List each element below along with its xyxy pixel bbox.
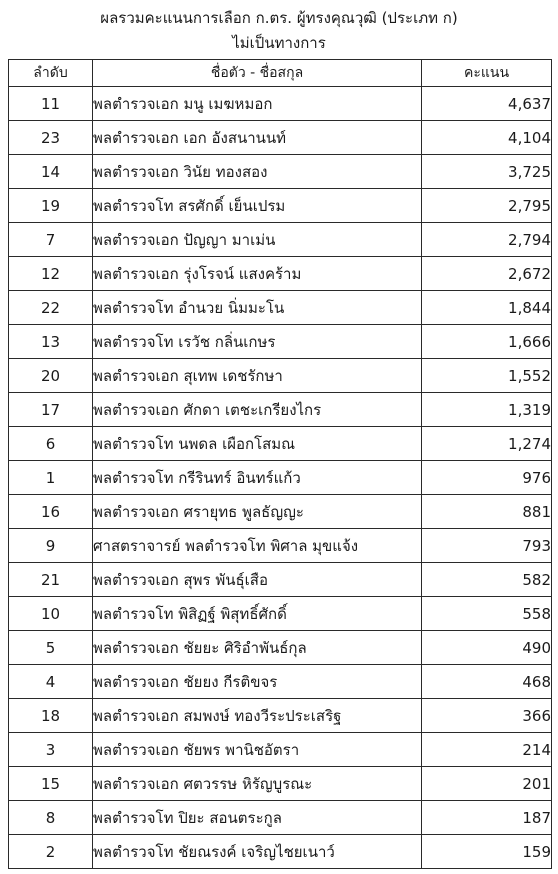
order-number-cell: 3 [9,733,93,767]
table-row [9,427,552,461]
table-row [9,563,552,597]
candidate-name-cell: พลตำรวจเอก สุพร พันธุ์เสือ [93,563,422,597]
candidate-name-cell: พลตำรวจเอก ชัยพร พานิชอัตรา [93,733,422,767]
candidate-name-cell: พลตำรวจโท กรีรินทร์ อินทร์แก้ว [93,461,422,495]
candidate-name-cell: พลตำรวจเอก ปัญญา มาเม่น [93,223,422,257]
table-row [9,461,552,495]
candidate-name-cell: พลตำรวจเอก ศักดา เตชะเกรียงไกร [93,393,422,427]
order-number-cell: 10 [9,597,93,631]
order-number-cell: 5 [9,631,93,665]
table-row [9,699,552,733]
table-row [9,631,552,665]
table-row [9,359,552,393]
score-cell: 3,725 [422,155,552,189]
candidate-name-cell: พลตำรวจโท พิสิฏฐ์ พิสุทธิ์ศักดิ์ [93,597,422,631]
order-number-cell: 21 [9,563,93,597]
score-cell: 558 [422,597,552,631]
candidate-name-cell: พลตำรวจเอก วินัย ทองสอง [93,155,422,189]
score-cell: 881 [422,495,552,529]
candidate-name-cell: พลตำรวจเอก สมพงษ์ ทองวีระประเสริฐ [93,699,422,733]
score-cell: 214 [422,733,552,767]
table-row [9,121,552,155]
candidate-name-cell: พลตำรวจเอก สุเทพ เดชรักษา [93,359,422,393]
table-row [9,733,552,767]
candidate-name-cell: พลตำรวจเอก ศตวรรษ หิรัญบูรณะ [93,767,422,801]
order-number-cell: 19 [9,189,93,223]
table-row [9,767,552,801]
table-row [9,87,552,121]
table-row [9,665,552,699]
score-cell: 187 [422,801,552,835]
score-cell: 1,274 [422,427,552,461]
score-cell: 1,666 [422,325,552,359]
table-row [9,325,552,359]
order-number-cell: 6 [9,427,93,461]
score-cell: 4,637 [422,87,552,121]
order-number-cell: 15 [9,767,93,801]
document-subtitle: ไม่เป็นทางการ [232,34,326,52]
table-row [9,223,552,257]
candidate-name-cell: พลตำรวจเอก ศรายุทธ พูลธัญญะ [93,495,422,529]
table-row [9,291,552,325]
order-number-cell: 17 [9,393,93,427]
score-cell: 2,672 [422,257,552,291]
score-cell: 1,552 [422,359,552,393]
score-cell: 366 [422,699,552,733]
score-cell: 2,794 [422,223,552,257]
candidate-name-cell: ศาสตราจารย์ พลตำรวจโท พิศาล มุขแจ้ง [93,529,422,563]
candidate-name-cell: พลตำรวจเอก ชัยยะ ศิริอำพันธ์กุล [93,631,422,665]
candidate-name-cell: พลตำรวจโท นพดล เผือกโสมณ [93,427,422,461]
score-cell: 490 [422,631,552,665]
candidate-name-cell: พลตำรวจโท ปิยะ สอนตระกูล [93,801,422,835]
table-header-row [9,60,552,87]
order-number-cell: 18 [9,699,93,733]
table-row [9,495,552,529]
order-number-cell: 7 [9,223,93,257]
order-number-cell: 20 [9,359,93,393]
score-cell: 1,844 [422,291,552,325]
order-number-cell: 9 [9,529,93,563]
order-number-cell: 22 [9,291,93,325]
document-title: ผลรวมคะแนนการเลือก ก.ตร. ผู้ทรงคุณวุฒิ (ประเภท ก) [100,9,458,27]
order-number-cell: 13 [9,325,93,359]
order-number-cell: 1 [9,461,93,495]
order-number-cell: 2 [9,835,93,869]
table-row [9,801,552,835]
candidate-name-cell: พลตำรวจเอก ชัยยง กีรติขจร [93,665,422,699]
score-cell: 1,319 [422,393,552,427]
candidate-name-cell: พลตำรวจโท อำนวย นิ่มมะโน [93,291,422,325]
order-number-cell: 8 [9,801,93,835]
table-row [9,189,552,223]
table-row [9,257,552,291]
score-cell: 793 [422,529,552,563]
order-number-cell: 12 [9,257,93,291]
score-cell: 582 [422,563,552,597]
column-header-order: ลำดับ [9,60,93,87]
table-row [9,155,552,189]
table-row [9,393,552,427]
score-cell: 4,104 [422,121,552,155]
table-body [9,87,552,869]
order-number-cell: 11 [9,87,93,121]
candidate-name-cell: พลตำรวจเอก เอก อังสนานนท์ [93,121,422,155]
candidate-name-cell: พลตำรวจเอก รุ่งโรจน์ แสงคร้าม [93,257,422,291]
score-cell: 159 [422,835,552,869]
order-number-cell: 16 [9,495,93,529]
candidate-name-cell: พลตำรวจโท สรศักดิ์ เย็นเปรม [93,189,422,223]
score-cell: 976 [422,461,552,495]
order-number-cell: 4 [9,665,93,699]
score-cell: 2,795 [422,189,552,223]
column-header-name: ชื่อตัว - ชื่อสกุล [93,60,422,87]
order-number-cell: 23 [9,121,93,155]
results-table [8,59,552,869]
score-cell: 201 [422,767,552,801]
table-row [9,597,552,631]
candidate-name-cell: พลตำรวจโท ชัยณรงค์ เจริญไชยเนาว์ [93,835,422,869]
score-cell: 468 [422,665,552,699]
candidate-name-cell: พลตำรวจเอก มนู เมฆหมอก [93,87,422,121]
candidate-name-cell: พลตำรวจโท เรวัช กลิ่นเกษร [93,325,422,359]
column-header-score: คะแนน [422,60,552,87]
table-row [9,835,552,869]
order-number-cell: 14 [9,155,93,189]
table-row [9,529,552,563]
